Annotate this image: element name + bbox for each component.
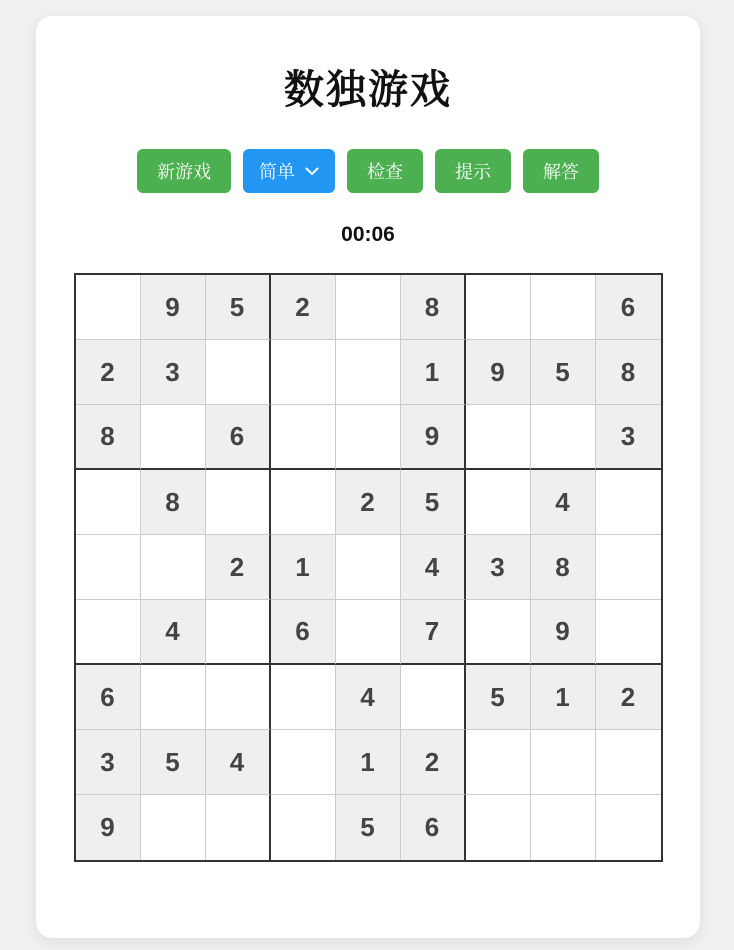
sudoku-cell-r2c8[interactable]: 5 [531,340,596,405]
sudoku-cell-r2c9[interactable]: 8 [596,340,661,405]
sudoku-cell-r1c6[interactable]: 8 [401,275,466,340]
check-button[interactable]: 检查 [347,149,423,193]
sudoku-cell-r6c7[interactable] [466,600,531,665]
solve-button[interactable]: 解答 [523,149,599,193]
sudoku-cell-r5c8[interactable]: 8 [531,535,596,600]
difficulty-selected-value: 简单 [259,162,295,182]
sudoku-cell-r7c8[interactable]: 1 [531,665,596,730]
sudoku-cell-r7c4[interactable] [271,665,336,730]
page-title: 数独游戏 [284,68,452,112]
sudoku-cell-r2c4[interactable] [271,340,336,405]
sudoku-cell-r3c7[interactable] [466,405,531,470]
sudoku-cell-r4c8[interactable]: 4 [531,470,596,535]
sudoku-cell-r5c2[interactable] [141,535,206,600]
sudoku-cell-r9c9[interactable] [596,795,661,860]
sudoku-cell-r8c6[interactable]: 2 [401,730,466,795]
new-game-button[interactable]: 新游戏 [137,149,231,193]
sudoku-cell-r5c7[interactable]: 3 [466,535,531,600]
sudoku-cell-r2c6[interactable]: 1 [401,340,466,405]
sudoku-cell-r9c1[interactable]: 9 [76,795,141,860]
sudoku-cell-r3c8[interactable] [531,405,596,470]
sudoku-cell-r7c3[interactable] [206,665,271,730]
controls-bar [36,149,700,193]
sudoku-cell-r3c9[interactable]: 3 [596,405,661,470]
sudoku-board [74,273,663,862]
sudoku-cell-r4c2[interactable]: 8 [141,470,206,535]
sudoku-cell-r9c7[interactable] [466,795,531,860]
sudoku-cell-r9c4[interactable] [271,795,336,860]
sudoku-cell-r4c7[interactable] [466,470,531,535]
sudoku-cell-r1c2[interactable]: 9 [141,275,206,340]
sudoku-cell-r3c6[interactable]: 9 [401,405,466,470]
sudoku-cell-r5c6[interactable]: 4 [401,535,466,600]
sudoku-cell-r8c2[interactable]: 5 [141,730,206,795]
sudoku-cell-r4c5[interactable]: 2 [336,470,401,535]
sudoku-cell-r7c9[interactable]: 2 [596,665,661,730]
sudoku-cell-r7c2[interactable] [141,665,206,730]
sudoku-cell-r7c5[interactable]: 4 [336,665,401,730]
sudoku-cell-r4c1[interactable] [76,470,141,535]
sudoku-cell-r8c4[interactable] [271,730,336,795]
sudoku-cell-r9c3[interactable] [206,795,271,860]
sudoku-cell-r8c5[interactable]: 1 [336,730,401,795]
sudoku-cell-r8c1[interactable]: 3 [76,730,141,795]
game-card [36,16,700,938]
sudoku-cell-r9c2[interactable] [141,795,206,860]
sudoku-cell-r6c1[interactable] [76,600,141,665]
sudoku-cell-r1c9[interactable]: 6 [596,275,661,340]
sudoku-cell-r9c6[interactable]: 6 [401,795,466,860]
difficulty-select[interactable] [243,149,335,193]
sudoku-cell-r5c3[interactable]: 2 [206,535,271,600]
sudoku-cell-r6c3[interactable] [206,600,271,665]
sudoku-cell-r6c5[interactable] [336,600,401,665]
sudoku-cell-r3c2[interactable] [141,405,206,470]
sudoku-cell-r3c3[interactable]: 6 [206,405,271,470]
sudoku-cell-r1c1[interactable] [76,275,141,340]
sudoku-cell-r8c8[interactable] [531,730,596,795]
hint-button[interactable]: 提示 [435,149,511,193]
sudoku-cell-r2c3[interactable] [206,340,271,405]
sudoku-cell-r2c5[interactable] [336,340,401,405]
sudoku-cell-r8c3[interactable]: 4 [206,730,271,795]
sudoku-cell-r5c1[interactable] [76,535,141,600]
sudoku-cell-r1c7[interactable] [466,275,531,340]
sudoku-cell-r7c1[interactable]: 6 [76,665,141,730]
sudoku-cell-r5c9[interactable] [596,535,661,600]
sudoku-cell-r2c2[interactable]: 3 [141,340,206,405]
sudoku-cell-r9c5[interactable]: 5 [336,795,401,860]
sudoku-cell-r2c7[interactable]: 9 [466,340,531,405]
sudoku-cell-r7c6[interactable] [401,665,466,730]
sudoku-cell-r6c9[interactable] [596,600,661,665]
sudoku-cell-r2c1[interactable]: 2 [76,340,141,405]
sudoku-cell-r4c4[interactable] [271,470,336,535]
sudoku-cell-r6c6[interactable]: 7 [401,600,466,665]
sudoku-cell-r5c4[interactable]: 1 [271,535,336,600]
sudoku-cell-r3c5[interactable] [336,405,401,470]
sudoku-cell-r7c7[interactable]: 5 [466,665,531,730]
sudoku-cell-r4c3[interactable] [206,470,271,535]
sudoku-cell-r1c5[interactable] [336,275,401,340]
sudoku-cell-r8c9[interactable] [596,730,661,795]
sudoku-cell-r6c2[interactable]: 4 [141,600,206,665]
sudoku-cell-r6c8[interactable]: 9 [531,600,596,665]
chevron-down-icon [305,167,319,176]
sudoku-cell-r5c5[interactable] [336,535,401,600]
sudoku-cell-r1c4[interactable]: 2 [271,275,336,340]
timer-display: 00:06 [341,223,395,246]
sudoku-cell-r6c4[interactable]: 6 [271,600,336,665]
sudoku-cell-r1c8[interactable] [531,275,596,340]
sudoku-cell-r3c4[interactable] [271,405,336,470]
sudoku-cell-r9c8[interactable] [531,795,596,860]
sudoku-cell-r8c7[interactable] [466,730,531,795]
sudoku-cell-r4c6[interactable]: 5 [401,470,466,535]
sudoku-cell-r3c1[interactable]: 8 [76,405,141,470]
sudoku-cell-r1c3[interactable]: 5 [206,275,271,340]
sudoku-cell-r4c9[interactable] [596,470,661,535]
